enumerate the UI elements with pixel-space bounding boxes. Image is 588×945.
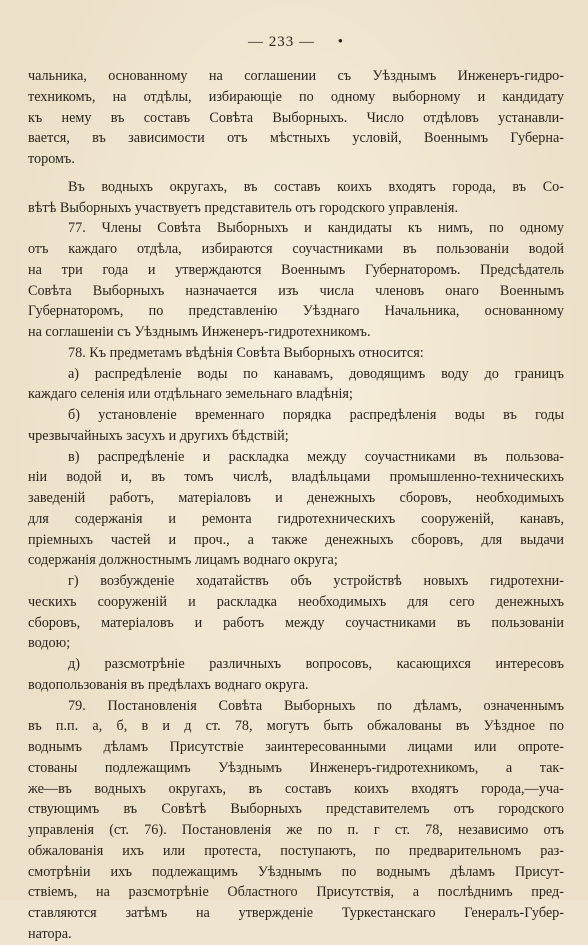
text-line: обжалованія ихъ или протеста, поступаютъ, по предварительномъ раз- — [28, 842, 564, 859]
paragraph — [28, 696, 564, 945]
page-header — [28, 34, 564, 56]
paragraph — [28, 364, 564, 406]
text-line: отъ каждаго отдѣла, избираются соучастниками въ пользованіи водой — [28, 241, 564, 257]
text-line: стованы подлежащимъ Уѣзднымъ Инженеръ-гидротехникомъ, а так- — [28, 759, 564, 776]
text-line: въ п.п. а, б, в и д ст. 78, могутъ быть обжалованы въ Уѣздное по — [28, 718, 564, 735]
text-line: ческихъ сооруженій и раскладка необходимыхъ для сего денежныхъ — [28, 593, 564, 610]
page-number: — 233 — — [247, 34, 315, 50]
paragraph — [28, 177, 564, 219]
text-line: каждаго селенія или отдѣльнаго земельнаго владѣнія; — [28, 386, 353, 403]
text-line: смотрѣніи ихъ подлежащимъ Уѣзднымъ по воднымъ дѣламъ Присут- — [28, 863, 564, 880]
text-line: Въ водныхъ округахъ, въ составъ коихъ входятъ города, въ Со- — [68, 178, 564, 195]
text-line: же—въ водныхъ округахъ, въ составъ коихъ входятъ города,—уча- — [28, 780, 564, 797]
text-line: чрезвычайныхъ засухъ и другихъ бѣдствій; — [28, 427, 289, 444]
text-line: водопользованія въ предѣлахъ воднаго округа. — [28, 676, 309, 693]
text-line: в) распредѣленіе и раскладка между соучастниками въ пользова- — [68, 448, 564, 465]
text-line: а) распредѣленіе воды по канавамъ, доводящимъ воду до границъ — [68, 365, 564, 382]
header-mark: • — [337, 34, 344, 50]
text-line: натора. — [28, 925, 72, 942]
text-line: вѣтѣ Выборныхъ участвуетъ представитель отъ городского управленія. — [28, 199, 458, 216]
text-line: ствіемъ, на разсмотрѣніе Областного Присутствія, а послѣднимъ пред- — [28, 884, 564, 901]
paragraph — [28, 654, 564, 696]
text-line: водою; — [28, 635, 71, 652]
text-line: 77. Члены Совѣта Выборныхъ и кандидаты къ нимъ, по одному — [68, 220, 564, 237]
text-line: къ нему въ составъ Совѣта Выборныхъ. Число отдѣловъ устанавли- — [28, 109, 564, 126]
text-line: торомъ. — [28, 151, 75, 167]
text-line: содержанія должностнымъ лицамъ воднаго округа; — [28, 552, 338, 569]
text-line: б) установленіе временнаго порядка распредѣленія воды въ годы — [68, 407, 564, 423]
text-line: ставляются затѣмъ на утвержденіе Туркестанскаго Генералъ-Губер- — [28, 905, 564, 921]
paragraph — [28, 405, 564, 447]
text-line: сборовъ, матеріаловъ и работъ между соучастниками въ пользованіи — [28, 614, 564, 631]
paragraph — [28, 343, 564, 364]
text-line: ствующимъ въ Совѣтѣ Выборныхъ представителемъ отъ городского — [28, 801, 564, 818]
paragraph — [28, 66, 564, 170]
text-line: г) возбужденіе ходатайствъ объ устройствѣ новыхъ гидротехни- — [68, 573, 564, 589]
text-line: на три года и утверждаются Военнымъ Губернаторомъ. Предсѣдатель — [28, 261, 564, 278]
paragraph — [28, 218, 564, 343]
body-text — [28, 66, 564, 945]
text-line: пріемныхъ частей и проч., а также денежныхъ сборовъ, для выдачи — [28, 531, 564, 548]
text-line: ніи водой и, въ томъ числѣ, владѣльцами промышленно-техническихъ — [28, 469, 564, 486]
text-line: чальника, основанному на соглашении съ Уѣзднымъ Инженеръ-гидро- — [28, 68, 564, 84]
text-line: для содержанія и ремонта гидротехническихъ сооруженій, канавъ, — [28, 510, 564, 527]
paragraph-gap — [28, 170, 564, 177]
text-line: на соглашеніи съ Уѣзднымъ Инженеръ-гидротехникомъ. — [28, 324, 371, 340]
text-line: заведеній работъ, матеріаловъ и денежныхъ сборовъ, необходимыхъ — [28, 490, 564, 506]
text-line: Губернаторомъ, по представленію Уѣзднаго Начальника, основанному — [28, 303, 564, 320]
text-line: управленія (ст. 76). Постановленія же по п. г ст. 78, независимо отъ — [28, 822, 564, 838]
paragraph — [28, 447, 564, 572]
text-line: воднымъ дѣламъ Присутствіе заинтересованными лицами или опроте- — [28, 739, 564, 755]
paragraph — [28, 571, 564, 654]
text-line: д) разсмотрѣніе различныхъ вопросовъ, касающихся интересовъ — [68, 656, 564, 672]
text-line: 79. Постановленія Совѣта Выборныхъ по дѣламъ, означеннымъ — [68, 697, 564, 714]
text-line: Совѣта Выборныхъ назначается изъ числа членовъ онаго Военнымъ — [28, 282, 564, 299]
text-line: вается, въ зависимости отъ мѣстныхъ условій, Военнымъ Губерна- — [28, 130, 564, 147]
text-line: 78. Къ предметамъ вѣдѣнія Совѣта Выборныхъ относится: — [68, 344, 424, 361]
text-line: техникомъ, на отдѣлы, избирающіе по одному выборному и кандидату — [28, 88, 564, 105]
